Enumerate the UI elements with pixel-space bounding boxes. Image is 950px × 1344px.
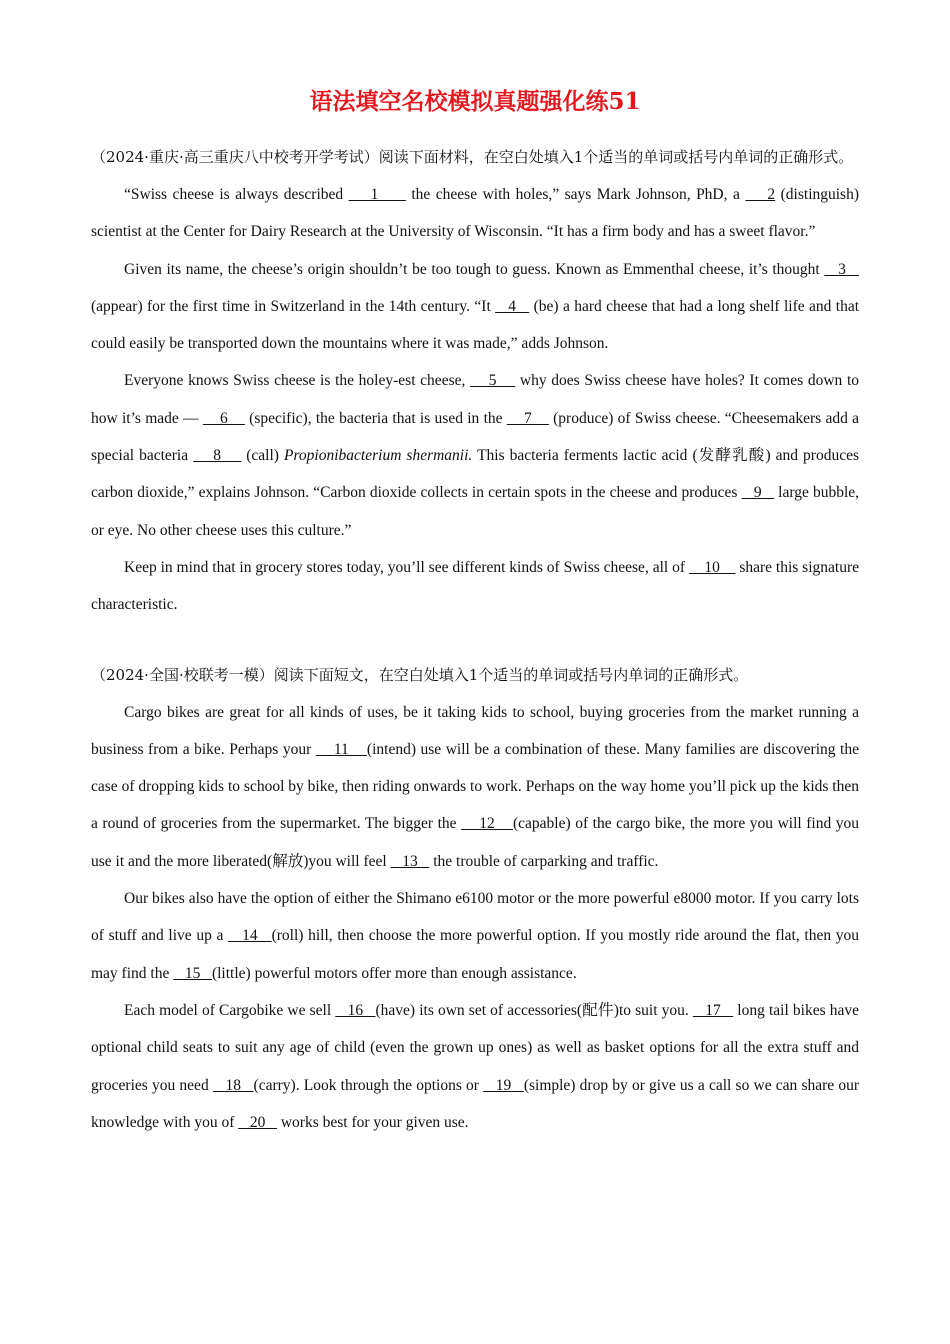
blank-7: 7 [506,409,549,427]
text-run: the trouble of carparking and traffic. [429,852,659,870]
text-run: share this signature characteristic. [91,558,859,614]
section2-paragraph-3 [91,992,859,1141]
section1-paragraph-2 [91,251,859,363]
text-run: (be) a hard cheese that had a long shelf life and that could easily be transported down the mountains where it was made,” adds Johnson. [91,297,860,353]
text-run: (distinguish) scientist at the Center for Dairy Research at the University of Wisconsin. “It has a firm body and has a sweet flavor.” [91,186,860,241]
blank-10: 10 [688,558,736,576]
blank-8: 8 [193,447,242,465]
text-run: large bubble, or eye. No other cheese uses this culture.” [91,484,860,539]
blank-12: 12 [461,815,513,833]
blank-3: 3 [824,260,860,278]
blank-2: 2 [745,186,776,203]
text-run: Everyone knows Swiss cheese is the holey-est cheese, [124,372,471,390]
text-run: (produce) of Swiss cheese. “Cheesemakers add a special bacteria [91,409,860,465]
blank-20: 20 [238,1113,277,1131]
page-title: 语法填空名校模拟真题强化练51 [309,88,641,115]
section2-paragraph-1 [91,694,859,880]
text-run: (carry). Look through the options or [253,1076,484,1094]
text-run: “Swiss cheese is always described [124,186,349,203]
section1-source: （2024·重庆·高三重庆八中校考开学考试）阅读下面材料，在空白处填入1个适当的单词或括号内单词的正确形式。 [91,148,854,166]
section2-source: （2024·全国·校联考一模）阅读下面短文，在空白处填入1个适当的单词或括号内单词的正确形式。 [91,665,749,684]
text-run: (have) its own set of accessories(配件)to suit you. [375,1001,693,1019]
text-run: (capable) of the cargo bike, the more you will find you use it and the more liberated(解放)you will feel [91,815,860,870]
text-run: (little) powerful motors offer more than enough assistance. [211,964,577,982]
text-run: (simple) drop by or give us a call so we can share our knowledge with you of [91,1076,860,1131]
text-run: works best for your given use. [276,1113,469,1131]
blank-19: 19 [483,1076,524,1094]
text-run: Our bikes also have the option of either the Shimano e6100 motor or the more powerful e8000 motor. If you carry lots of stuff and live up a [91,890,859,945]
section1-paragraph-4 [91,549,859,624]
blank-5: 5 [470,372,516,390]
blank-11: 11 [315,740,367,758]
blank-9: 9 [741,484,775,502]
section1-paragraph-3 [91,362,859,548]
text-run: (appear) for the first time in Switzerland in the 14th century. “It [91,297,496,315]
text-run: Given its name, the cheese’s origin shouldn’t be too tough to guess. Known as Emmenthal cheese, it’s thought [124,260,825,278]
text-run: (specific), the bacteria that is used in the [244,409,507,427]
blank-1: 1 [348,186,406,203]
text-run: (call) [241,447,284,465]
blank-14: 14 [228,927,272,945]
text-run: This bacteria ferments lactic acid (发酵乳酸) and produces carbon dioxide,” explains Johnson. “Carbon dioxide collects in certain spots in the cheese and produces [91,447,860,502]
species-name: Propionibacterium shermanii. [284,447,473,465]
text-run: long tail bikes have optional child seats to suit any age of child (even the grown up ones) as well as basket options for all the extra stuff and groceries you need [91,1001,860,1094]
blank-6: 6 [202,409,245,427]
text-run: (roll) hill, then choose the more powerful option. If you mostly ride around the flat, then you may find the [91,927,859,982]
section1-paragraph-1 [91,176,859,251]
blank-17: 17 [692,1001,734,1019]
blank-18: 18 [212,1076,254,1094]
section2-paragraph-2 [91,880,859,992]
text-run: Cargo bikes are great for all kinds of uses, be it taking kids to school, buying groceries from the market running a business from a bike. Perhaps your [91,703,859,758]
blank-16: 16 [335,1001,376,1019]
blank-13: 13 [390,852,430,870]
document-page [91,84,859,1141]
blank-4: 4 [495,297,530,315]
text-run: Keep in mind that in grocery stores today, you’ll see different kinds of Swiss cheese, all of [124,558,689,576]
text-run: the cheese with holes,” says Mark Johnson, PhD, a [405,186,746,203]
section-spacer [91,624,859,657]
blank-15: 15 [173,964,212,982]
text-run: (intend) use will be a combination of these. Many families are discovering the case of dropping kids to school by bike, then riding onwards to work. Perhaps on the way home you’ll pick up the kids then a round of groceries from the supermarket. The bigger the [91,740,859,833]
text-run: Each model of Cargobike we sell [124,1001,336,1019]
text-run: why does Swiss cheese have holes? It comes down to how it’s made — [91,372,860,427]
